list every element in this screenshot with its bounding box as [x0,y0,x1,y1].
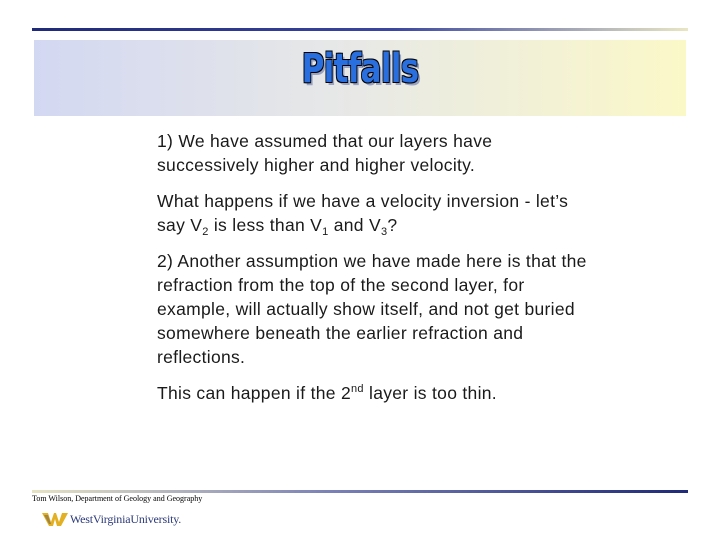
point-3: 2) Another assumption we have made here is that the refraction from the top of the second layer, for example, will actually show itself, and not get buried somewhere beneath the earlier refraction and reflections. [157,251,587,367]
point-2-text-a: What happens if we have a velocity inversion - let’s say V [157,191,569,235]
top-rule [32,28,688,31]
point-2-text-d: ? [387,215,398,235]
subscript-2: 2 [202,226,209,238]
page-title: Pitfalls [301,46,419,92]
point-1: 1) We have assumed that our layers have successively higher and higher velocity. [157,131,493,175]
university-logo [42,509,181,529]
point-2-text-b: is less than V [208,215,323,235]
superscript-nd: nd [351,383,364,395]
point-4-text-a: This can happen if the 2 [157,383,351,403]
subscript-1: 1 [322,226,329,238]
logo-wordmark: WestVirginiaUniversity. [70,511,182,526]
title-band [34,40,686,116]
point-2 [157,189,597,237]
point-4-text-b: layer is too thin. [363,383,497,403]
subscript-3: 3 [380,226,388,238]
bottom-rule [32,490,688,493]
wv-logo-icon [42,511,68,527]
point-2-text-c: and V [328,215,381,235]
point-4 [157,381,597,405]
footer-credit: Tom Wilson, Department of Geology and Geography [32,494,203,503]
